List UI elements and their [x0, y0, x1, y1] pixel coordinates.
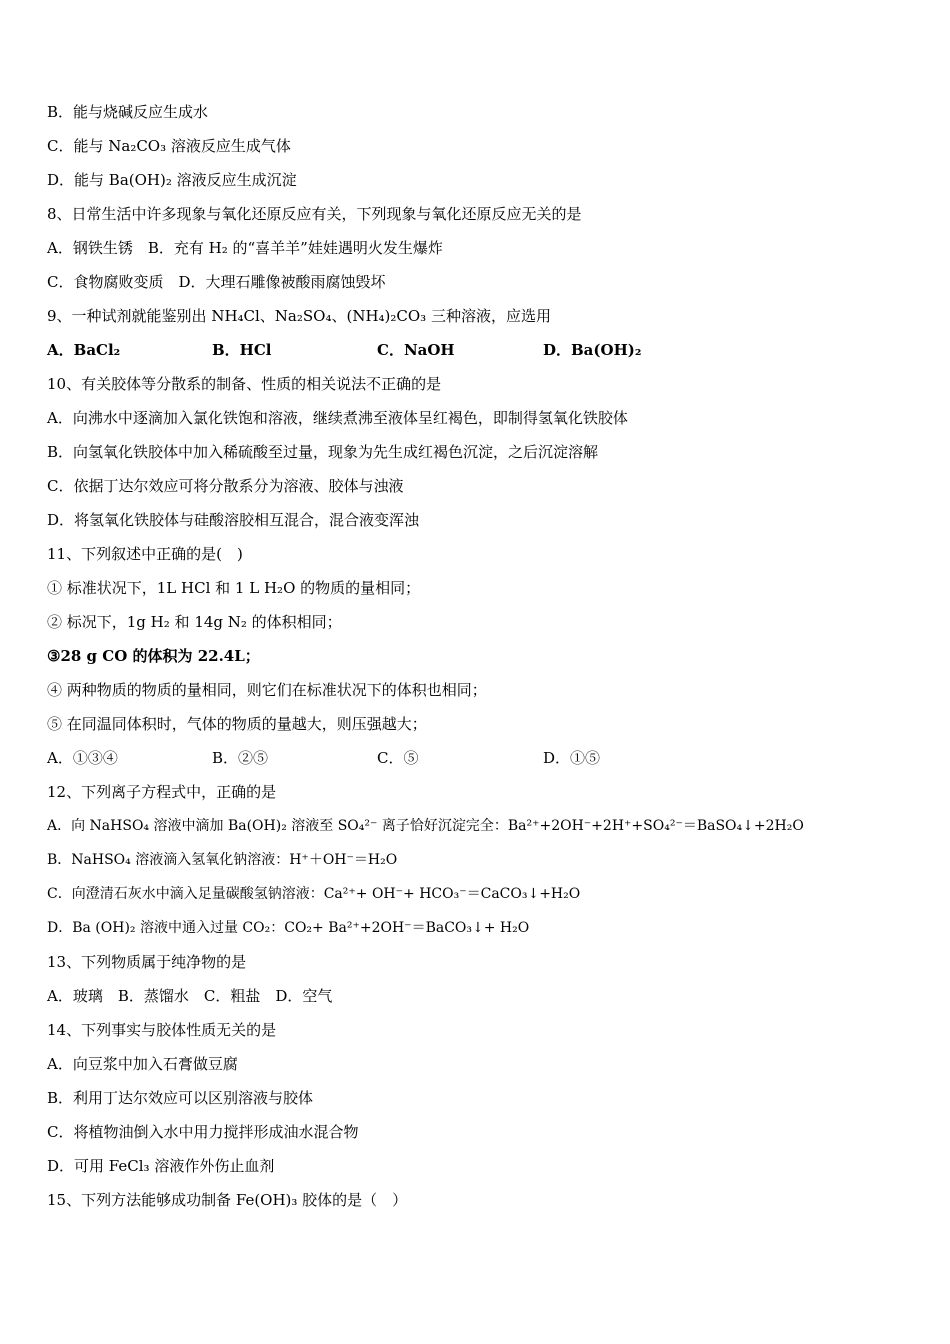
q9-option-d: D．Ba(OH)₂ — [543, 341, 642, 359]
q12-stem: 12、下列离子方程式中，正确的是 — [47, 783, 277, 801]
q15-stem: 15、下列方法能够成功制备 Fe(OH)₃ 胶体的是（ ） — [47, 1191, 408, 1209]
q9-option-c: C．NaOH — [377, 341, 455, 359]
q10-option-a: A．向沸水中逐滴加入氯化铁饱和溶液，继续煮沸至液体呈红褐色，即制得氢氧化铁胶体 — [47, 409, 628, 427]
q12-option-a: A．向 NaHSO₄ 溶液中滴加 Ba(OH)₂ 溶液至 SO₄²⁻ 离子恰好沉淀完全：Ba²⁺+2OH⁻+2H⁺+SO₄²⁻＝BaSO₄↓+2H₂O — [47, 818, 804, 834]
q14-option-d: D．可用 FeCl₃ 溶液作外伤止血剂 — [47, 1157, 275, 1175]
q9-option-b: B．HCl — [212, 341, 272, 359]
q11-option-b: B．②⑤ — [212, 749, 269, 767]
q11-statement-1: ① 标准状况下，1L HCl 和 1 L H₂O 的物质的量相同； — [47, 579, 421, 597]
q9-option-a: A．BaCl₂ — [47, 341, 121, 359]
q8-stem: 8、日常生活中许多现象与氧化还原反应有关，下列现象与氧化还原反应无关的是 — [47, 205, 582, 223]
q11-statement-5: ⑤ 在同温同体积时，气体的物质的量越大，则压强越大； — [47, 715, 427, 733]
q10-stem: 10、有关胶体等分散系的制备、性质的相关说法不正确的是 — [47, 375, 442, 393]
q9-stem: 9、一种试剂就能鉴别出 NH₄Cl、Na₂SO₄、(NH₄)₂CO₃ 三种溶液，应选用 — [47, 307, 551, 325]
q8-options-ab: A．钢铁生锈 B．充有 H₂ 的“喜羊羊”娃娃遇明火发生爆炸 — [47, 239, 443, 257]
q14-option-b: B．利用丁达尔效应可以区别溶液与胶体 — [47, 1089, 314, 1107]
q11-option-c: C．⑤ — [377, 749, 419, 767]
q14-option-c: C．将植物油倒入水中用力搅拌形成油水混合物 — [47, 1123, 359, 1141]
q7-option-b: B．能与烧碱反应生成水 — [47, 103, 209, 121]
q11-stem: 11、下列叙述中正确的是( ) — [47, 545, 243, 563]
q11-statement-2: ② 标况下，1g H₂ 和 14g N₂ 的体积相同； — [47, 613, 342, 631]
q10-option-b: B．向氢氧化铁胶体中加入稀硫酸至过量，现象为先生成红褐色沉淀，之后沉淀溶解 — [47, 443, 599, 461]
q7-option-c: C．能与 Na₂CO₃ 溶液反应生成气体 — [47, 137, 291, 155]
q13-options: A．玻璃 B．蒸馏水 C．粗盐 D．空气 — [47, 987, 333, 1005]
q12-option-d: D．Ba (OH)₂ 溶液中通入过量 CO₂：CO₂+ Ba²⁺+2OH⁻＝BaCO₃↓+ H₂O — [47, 920, 530, 936]
q14-option-a: A．向豆浆中加入石膏做豆腐 — [47, 1055, 238, 1073]
q11-statement-4: ④ 两种物质的物质的量相同，则它们在标准状况下的体积也相同； — [47, 681, 487, 699]
q7-option-d: D．能与 Ba(OH)₂ 溶液反应生成沉淀 — [47, 171, 297, 189]
q11-option-d: D．①⑤ — [543, 749, 601, 767]
q10-option-c: C．依据丁达尔效应可将分散系分为溶液、胶体与浊液 — [47, 477, 404, 495]
q11-option-a: A．①③④ — [47, 749, 118, 767]
q12-option-c: C．向澄清石灰水中滴入足量碳酸氢钠溶液：Ca²⁺+ OH⁻+ HCO₃⁻＝CaCO₃↓+H₂O — [47, 886, 581, 902]
q12-option-b: B．NaHSO₄ 溶液滴入氢氧化钠溶液：H⁺＋OH⁻＝H₂O — [47, 852, 398, 868]
q8-options-cd: C．食物腐败变质 D．大理石雕像被酸雨腐蚀毁坏 — [47, 273, 386, 291]
q11-statement-3: ③28 g CO 的体积为 22.4L； — [47, 647, 260, 665]
q10-option-d: D．将氢氧化铁胶体与硅酸溶胶相互混合，混合液变浑浊 — [47, 511, 420, 529]
q14-stem: 14、下列事实与胶体性质无关的是 — [47, 1021, 277, 1039]
q13-stem: 13、下列物质属于纯净物的是 — [47, 953, 247, 971]
